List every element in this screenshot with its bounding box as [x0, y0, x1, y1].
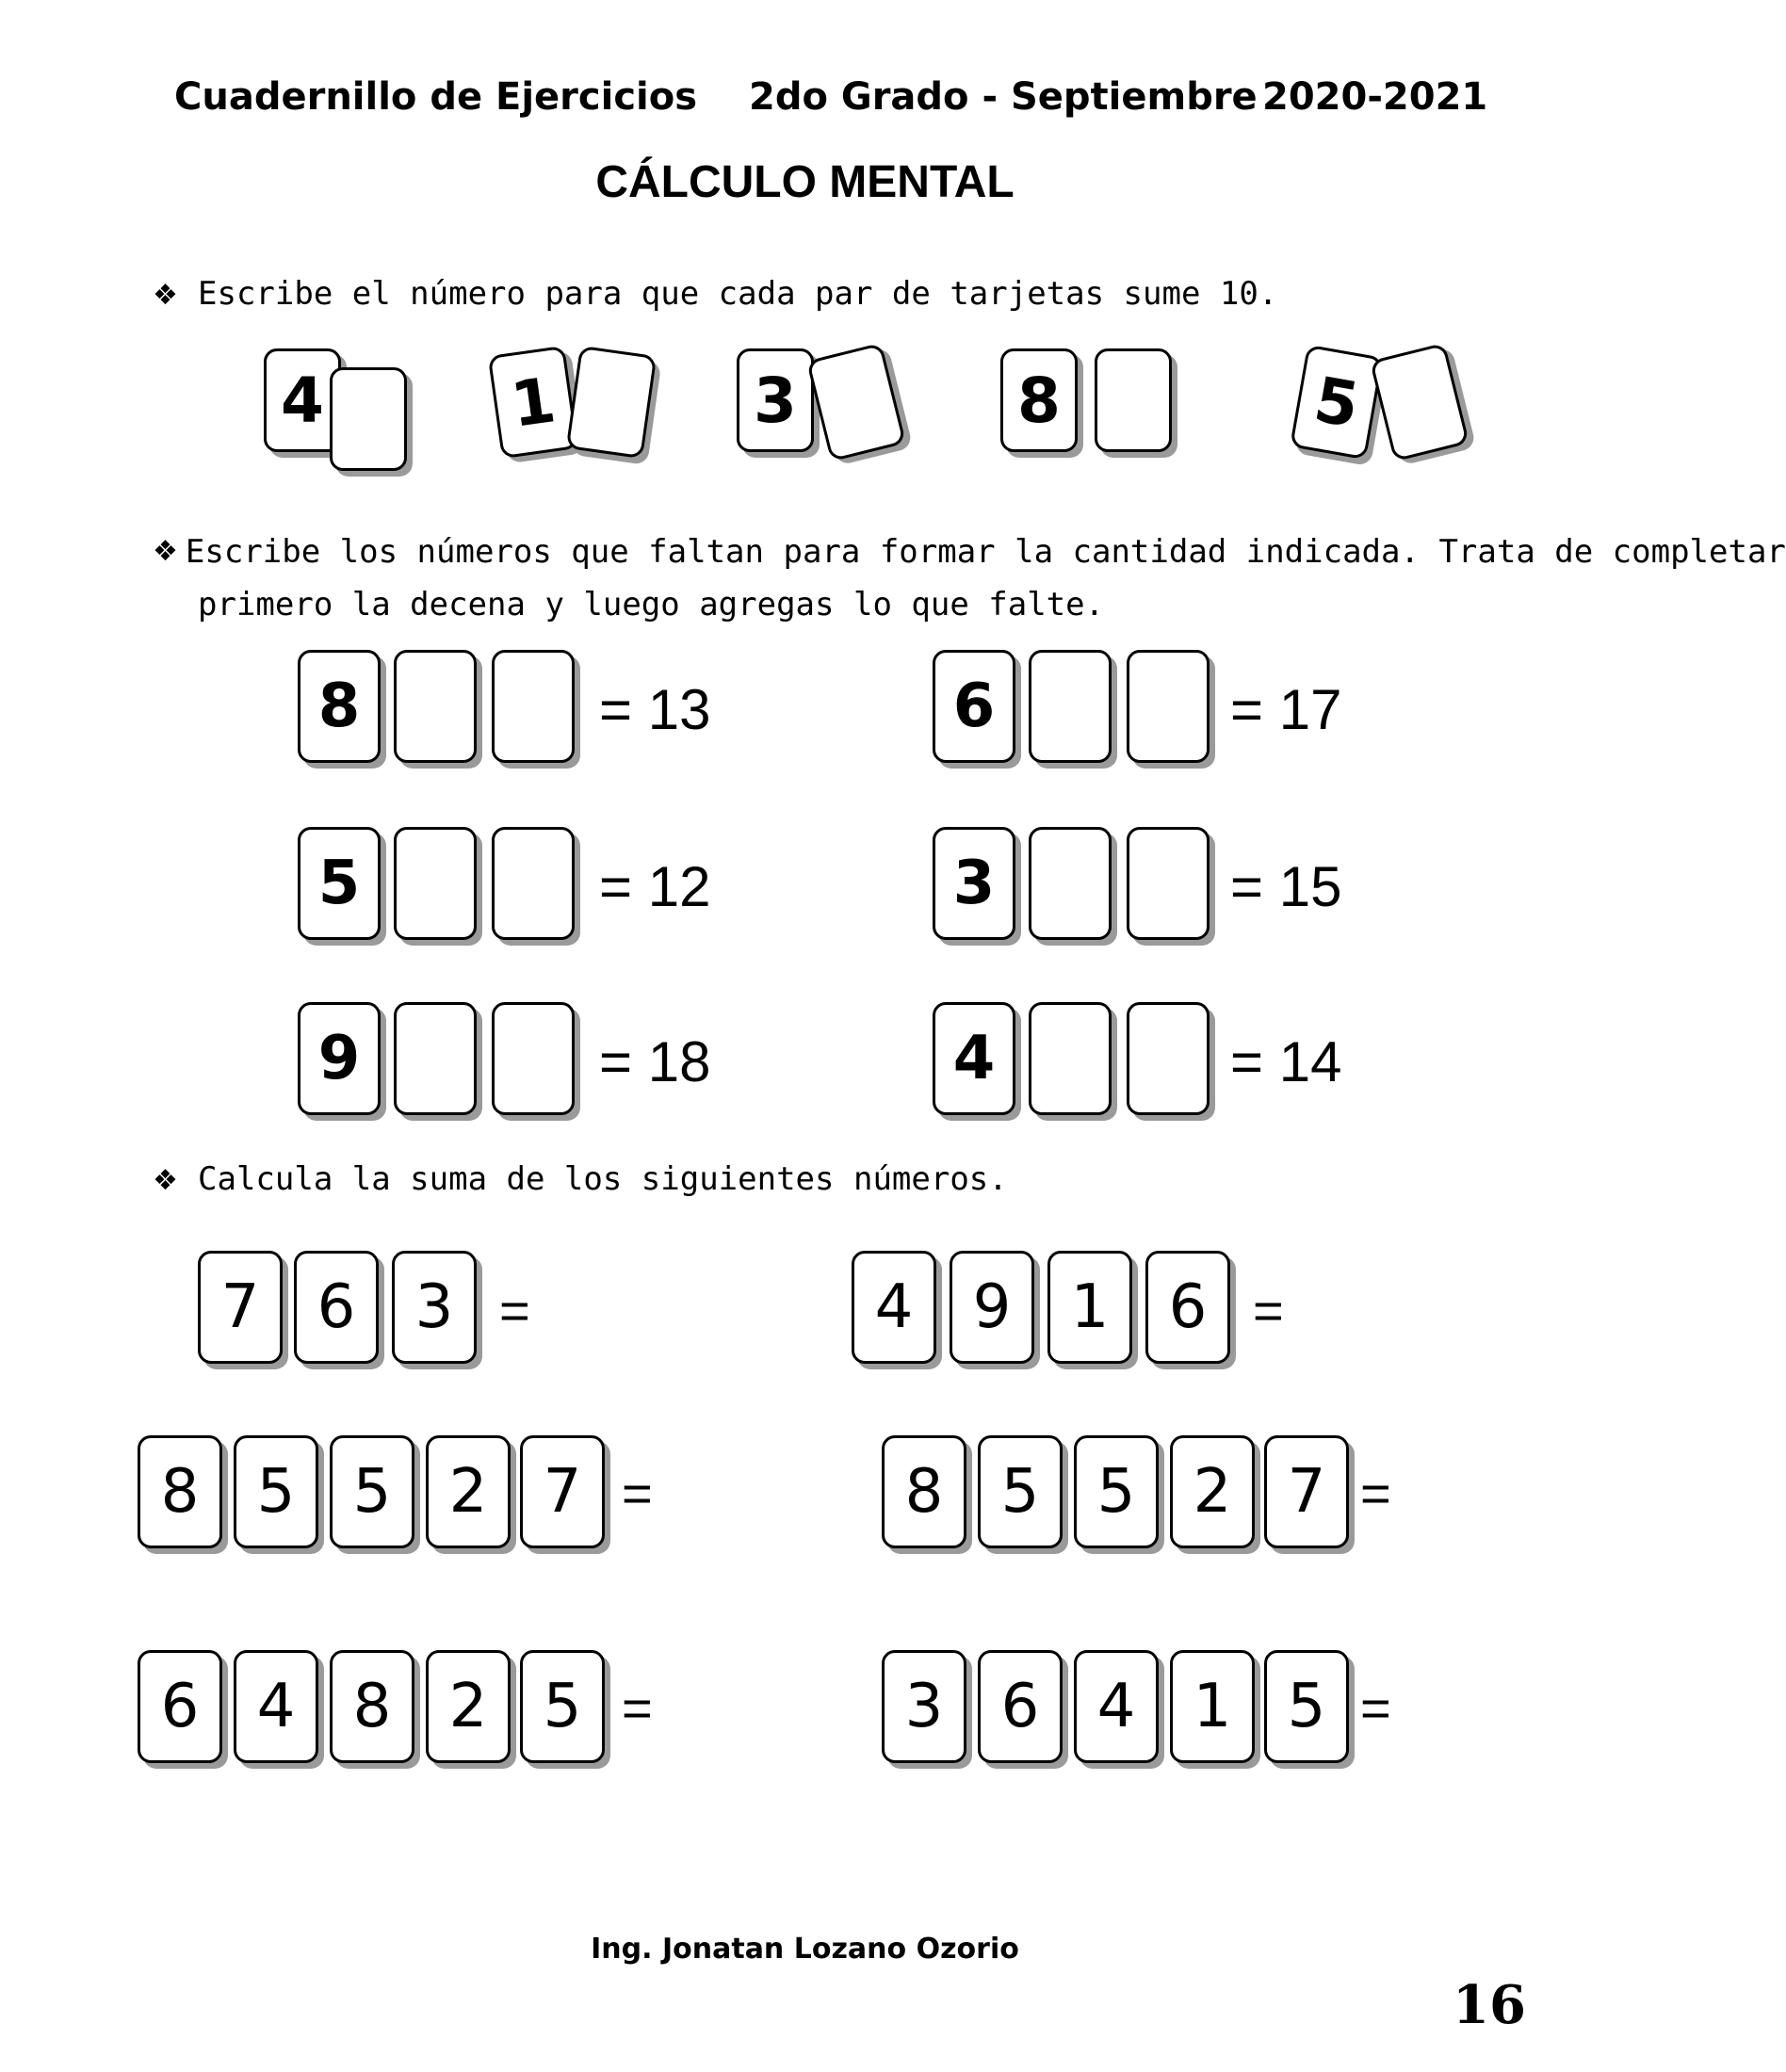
page-title: CÁLCULO MENTAL	[595, 157, 1015, 207]
equals-sign: =	[1360, 1464, 1391, 1523]
blank-card[interactable]	[1127, 1002, 1210, 1115]
target-sum: = 17	[1230, 678, 1342, 741]
equals-sign: =	[1253, 1281, 1284, 1340]
equals-sign: =	[1360, 1678, 1391, 1738]
digit-card: 2	[426, 1435, 511, 1548]
blank-card[interactable]	[1127, 827, 1210, 940]
header-right: 2020-2021	[1262, 75, 1488, 119]
digit-card: 7	[198, 1251, 283, 1364]
equals-sign: =	[622, 1678, 653, 1738]
start-card: 6	[933, 650, 1015, 763]
digit-card: 5	[330, 1435, 414, 1548]
header-left: Cuadernillo de Ejercicios	[174, 75, 698, 119]
header-center: 2do Grado - Septiembre	[749, 75, 1258, 119]
digit-card: 5	[1074, 1435, 1159, 1548]
exercise3-instruction	[153, 1153, 1008, 1207]
digit-card: 6	[138, 1650, 222, 1763]
page-number: 16	[1453, 1974, 1526, 2036]
pair-card-number: 4	[264, 348, 341, 452]
exercise3-instruction-text: Calcula la suma de los siguientes números.	[198, 1160, 1008, 1198]
author: Ing. Jonatan Lozano Ozorio	[591, 1933, 1019, 1966]
equals-sign: =	[499, 1281, 530, 1340]
digit-card: 7	[1264, 1435, 1349, 1548]
pair-card-number: 1	[488, 346, 579, 459]
digit-card: 8	[330, 1650, 414, 1763]
digit-card: 4	[234, 1650, 318, 1763]
digit-card: 3	[882, 1650, 966, 1763]
exercise1-instruction	[153, 267, 1277, 322]
digit-card: 5	[978, 1435, 1063, 1548]
blank-card[interactable]	[492, 827, 575, 940]
pair-card-blank[interactable]	[566, 346, 658, 459]
four-diamond-bullet-icon: ❖	[153, 279, 178, 312]
four-diamond-bullet-icon: ❖	[153, 535, 178, 568]
four-diamond-bullet-icon: ❖	[153, 1164, 178, 1197]
blank-card[interactable]	[1029, 1002, 1112, 1115]
pair-card-blank[interactable]	[806, 343, 906, 462]
digit-card: 2	[426, 1650, 511, 1763]
digit-card: 3	[392, 1251, 477, 1364]
target-sum: = 14	[1230, 1030, 1342, 1093]
digit-card: 8	[138, 1435, 222, 1548]
digit-card: 5	[1264, 1650, 1349, 1763]
digit-card: 1	[1047, 1251, 1132, 1364]
blank-card[interactable]	[394, 827, 477, 940]
blank-card[interactable]	[1127, 650, 1210, 763]
exercise2-instruction-line1	[153, 526, 1786, 578]
pair-card-blank[interactable]	[1370, 343, 1469, 462]
exercise2-instruction-text2: primero la decena y luego agregas lo que falte.	[198, 586, 1105, 623]
digit-card: 8	[882, 1435, 966, 1548]
digit-card: 2	[1170, 1435, 1255, 1548]
digit-card: 6	[294, 1251, 379, 1364]
start-card: 4	[933, 1002, 1015, 1115]
blank-card[interactable]	[492, 650, 575, 763]
start-card: 9	[298, 1002, 381, 1115]
target-sum: = 15	[1230, 855, 1342, 918]
start-card: 8	[298, 650, 381, 763]
digit-card: 6	[978, 1650, 1063, 1763]
digit-card: 6	[1145, 1251, 1230, 1364]
digit-card: 4	[1074, 1650, 1159, 1763]
pair-card-blank[interactable]	[1095, 348, 1172, 452]
pair-card-number: 8	[1000, 348, 1078, 452]
digit-card: 4	[852, 1251, 936, 1364]
digit-card: 7	[520, 1435, 605, 1548]
pair-card-number: 3	[737, 348, 814, 452]
digit-card: 5	[520, 1650, 605, 1763]
blank-card[interactable]	[492, 1002, 575, 1115]
start-card: 5	[298, 827, 381, 940]
blank-card[interactable]	[1029, 650, 1112, 763]
blank-card[interactable]	[1029, 827, 1112, 940]
digit-card: 1	[1170, 1650, 1255, 1763]
blank-card[interactable]	[394, 1002, 477, 1115]
exercise2-instruction	[153, 526, 1786, 631]
equals-sign: =	[622, 1464, 653, 1523]
digit-card: 9	[950, 1251, 1034, 1364]
pair-card-number: 5	[1290, 345, 1384, 461]
exercise1-instruction-text: Escribe el número para que cada par de tarjetas sume 10.	[198, 275, 1278, 313]
exercise2-instruction-text1: Escribe los números que faltan para formar la cantidad indicada. Trata de completar	[185, 533, 1786, 571]
target-sum: = 13	[599, 678, 711, 741]
target-sum: = 12	[599, 855, 711, 918]
pair-card-blank[interactable]	[330, 367, 407, 471]
digit-card: 5	[234, 1435, 318, 1548]
target-sum: = 18	[599, 1030, 711, 1093]
blank-card[interactable]	[394, 650, 477, 763]
start-card: 3	[933, 827, 1015, 940]
